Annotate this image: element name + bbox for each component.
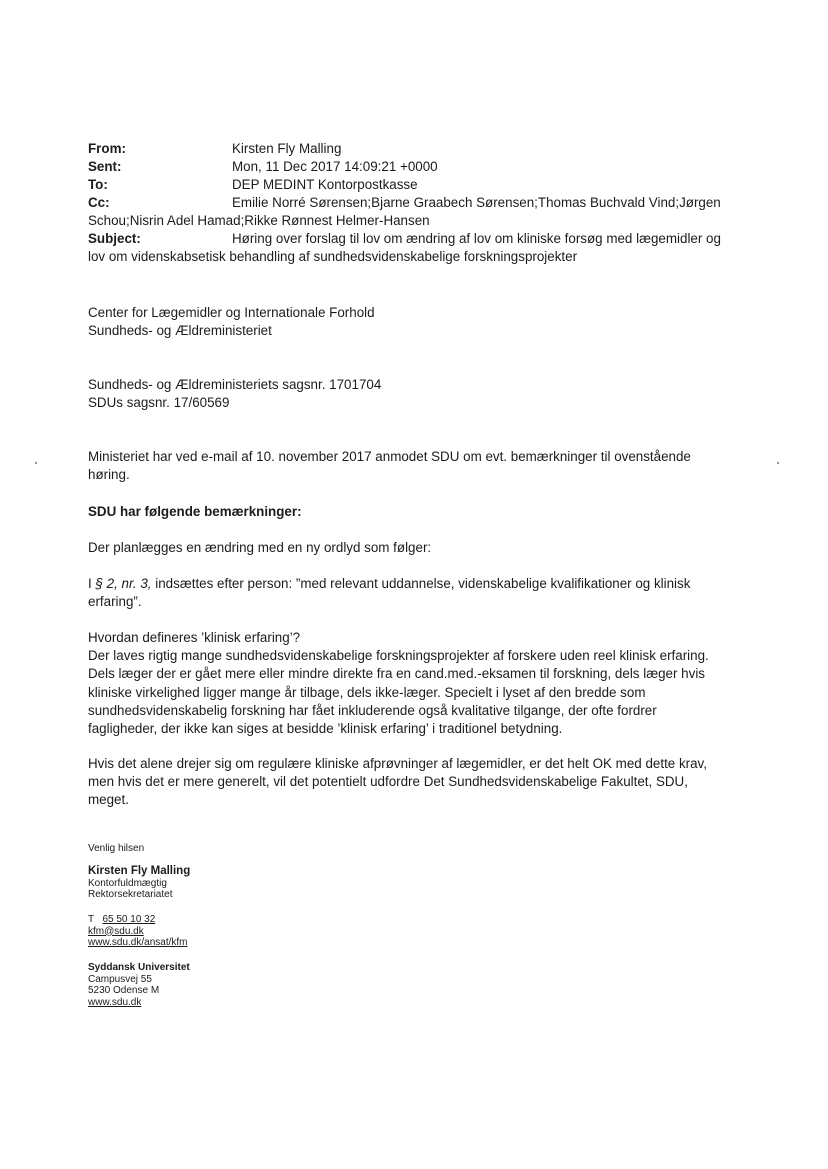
org-web-link[interactable]: www.sdu.dk bbox=[88, 996, 142, 1008]
amendment-section-ref: § 2, nr. 3, bbox=[95, 576, 152, 591]
from-value: Kirsten Fly Malling bbox=[232, 141, 342, 156]
signature-department: Rektorsekretariatet bbox=[88, 889, 173, 900]
conclusion-line: Hvis det alene drejer sig om regulære kliniske afprøvninger af lægemidler, er det helt OK med dette krav, bbox=[88, 756, 707, 771]
change-text: Der planlægges en ændring med en ny ordlyd som følger: bbox=[88, 540, 432, 555]
sent-value: Mon, 11 Dec 2017 14:09:21 +0000 bbox=[232, 159, 438, 174]
question-line: Der laves rigtig mange sundhedsvidenskabelige forskningsprojekter af forskere uden reel klinisk erfaring. bbox=[88, 648, 709, 664]
subject-label: Subject: bbox=[88, 231, 141, 246]
reference-line2: SDUs sagsnr. 17/60569 bbox=[88, 395, 230, 410]
question-line: kliniske virkelighed ligger mange år tilbage, dels ikke-læger. Specielt i lyset af den bredde som bbox=[88, 684, 646, 700]
subject-value-line2: lov om videnskabsetisk behandling af sundhedsvidenskabelige forskningsprojekter bbox=[88, 249, 578, 264]
cc-row-continued bbox=[88, 212, 748, 230]
sent-label: Sent: bbox=[88, 159, 122, 174]
subject-row bbox=[88, 230, 748, 248]
question-line: sundhedsvidenskabelig forskning har fået inkluderende også kvalitative tilgange, der ofte fordrer bbox=[88, 702, 657, 718]
to-row bbox=[88, 176, 748, 194]
phone-label: T bbox=[88, 914, 95, 925]
recipient-line2: Sundheds- og Ældreministeriet bbox=[88, 323, 272, 338]
question-line: fagligheder, der ikke kan siges at besidde ’klinisk erfaring’ i traditionel betydning. bbox=[88, 721, 563, 737]
subject-value-line1: Høring over forslag til lov om ændring af lov om kliniske forsøg med lægemidler og bbox=[232, 231, 721, 246]
scan-speck bbox=[35, 462, 37, 464]
intro-line1: Ministeriet har ved e-mail af 10. november 2017 anmodet SDU om evt. bemærkninger til ovenstående bbox=[88, 449, 691, 464]
recipient-line1: Center for Lægemidler og Internationale Forhold bbox=[88, 305, 375, 320]
conclusion-line: meget. bbox=[88, 792, 129, 808]
remarks-heading bbox=[88, 503, 728, 521]
paragraph-question bbox=[88, 629, 728, 738]
signature-block bbox=[88, 866, 190, 901]
question-line: Dels læger der er gået mere eller mindre direkte fra en cand.med.-eksamen til forskning, dels læger hvis bbox=[88, 666, 705, 682]
paragraph-conclusion bbox=[88, 755, 728, 810]
remarks-heading-text: SDU har følgende bemærkninger: bbox=[88, 504, 302, 519]
to-value: DEP MEDINT Kontorpostkasse bbox=[232, 177, 418, 192]
phone-row bbox=[88, 914, 187, 926]
recipient-block bbox=[88, 304, 728, 340]
intro-line2: høring. bbox=[88, 467, 130, 483]
org-street: Campusvej 55 bbox=[88, 973, 152, 985]
personal-web-link[interactable]: www.sdu.dk/ansat/kfm bbox=[88, 937, 188, 948]
sent-row bbox=[88, 158, 748, 176]
email-header bbox=[88, 140, 748, 266]
scan-speck bbox=[777, 462, 779, 464]
paragraph-intro bbox=[88, 448, 728, 484]
conclusion-line: men hvis det er mere generelt, vil det potentielt udfordre Det Sundhedsvidenskabelige Fakultet, SDU, bbox=[88, 774, 688, 790]
paragraph-amendment bbox=[88, 575, 728, 611]
org-city: 5230 Odense M bbox=[88, 985, 160, 996]
question-title: Hvordan defineres ’klinisk erfaring’? bbox=[88, 630, 301, 645]
org-name: Syddansk Universitet bbox=[88, 962, 190, 973]
cc-label: Cc: bbox=[88, 195, 110, 210]
cc-value-line2: Schou;Nisrin Adel Hamad;Rikke Rønnest Helmer-Hansen bbox=[88, 213, 430, 228]
amendment-prefix: I bbox=[88, 576, 96, 591]
email-link[interactable]: kfm@sdu.dk bbox=[88, 925, 144, 937]
signature-organization bbox=[88, 962, 190, 1008]
cc-row bbox=[88, 194, 748, 212]
amendment-rest: indsættes efter person: ”med relevant uddannelse, videnskabelige kvalifikationer og klinisk bbox=[151, 576, 691, 591]
phone-link[interactable]: 65 50 10 32 bbox=[102, 914, 156, 925]
cc-value-line1: Emilie Norré Sørensen;Bjarne Graabech Sørensen;Thomas Buchvald Vind;Jørgen bbox=[232, 195, 721, 210]
to-label: To: bbox=[88, 177, 108, 192]
signature-name: Kirsten Fly Malling bbox=[88, 865, 191, 877]
reference-block bbox=[88, 376, 728, 412]
signature-contact bbox=[88, 914, 187, 949]
from-label: From: bbox=[88, 141, 126, 156]
amendment-line1 bbox=[88, 575, 728, 593]
reference-line1: Sundheds- og Ældreministeriets sagsnr. 1701704 bbox=[88, 377, 382, 392]
signature-title: Kontorfuldmægtig bbox=[88, 877, 167, 889]
from-row bbox=[88, 140, 748, 158]
paragraph-change bbox=[88, 539, 728, 557]
subject-row-continued bbox=[88, 248, 748, 266]
amendment-line2: erfaring”. bbox=[88, 594, 142, 610]
signature-greeting: Venlig hilsen bbox=[88, 843, 145, 854]
